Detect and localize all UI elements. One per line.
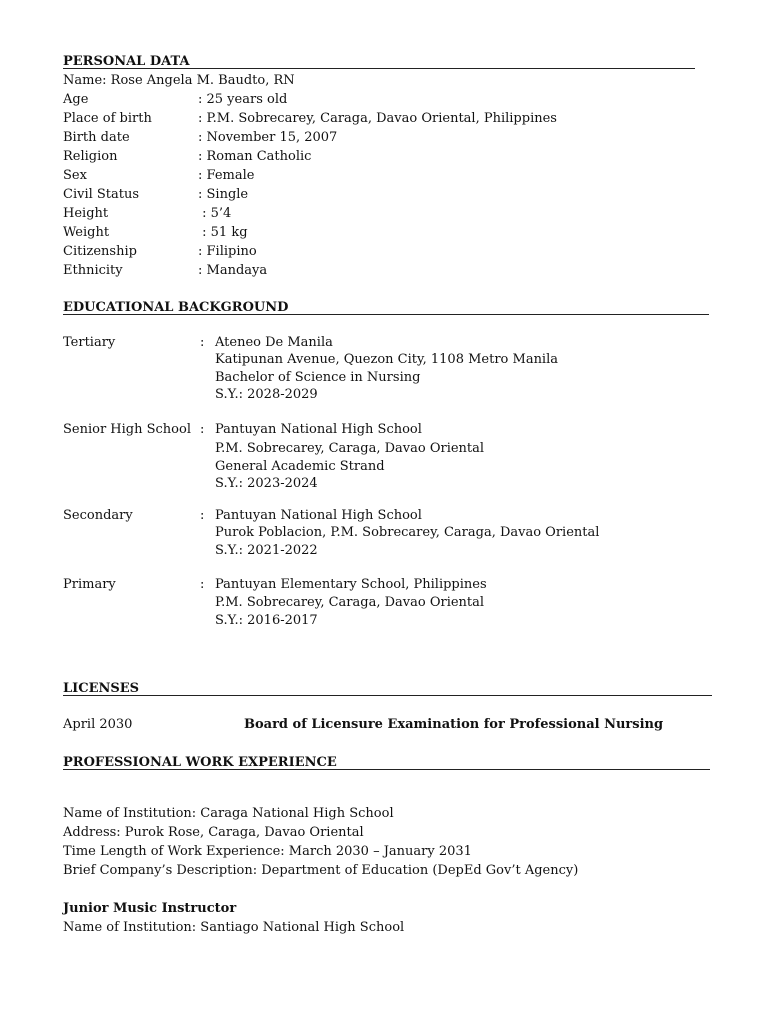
field-value-place-of-birth: : P.M. Sobrecarey, Caraga, Davao Oriental, Philippines — [198, 111, 557, 126]
personal-data-heading: PERSONAL DATA — [63, 54, 190, 69]
work-institution: Name of Institution: Caraga National High School — [63, 806, 394, 821]
field-value-ethnicity: : Mandaya — [198, 263, 268, 278]
edu-tertiary-year: S.Y.: 2028-2029 — [215, 387, 318, 402]
edu-level-tertiary: Tertiary — [63, 335, 116, 350]
section-rule — [63, 769, 710, 770]
field-value-religion: : Roman Catholic — [198, 149, 312, 164]
edu-tertiary-program: Bachelor of Science in Nursing — [215, 370, 421, 385]
edu-colon: : — [200, 422, 205, 437]
field-label-height: Height — [63, 206, 109, 221]
edu-secondary-address: Purok Poblacion, P.M. Sobrecarey, Caraga, Davao Oriental — [215, 525, 600, 540]
section-rule — [63, 314, 709, 315]
licenses-heading: LICENSES — [63, 681, 140, 696]
field-label-religion: Religion — [63, 149, 118, 164]
edu-shs-address: P.M. Sobrecarey, Caraga, Davao Oriental — [215, 441, 485, 456]
section-rule — [63, 695, 712, 696]
name-line: Name: Rose Angela M. Baudto, RN — [63, 73, 295, 88]
education-heading: EDUCATIONAL BACKGROUND — [63, 300, 289, 315]
field-value-weight: : 51 kg — [198, 225, 248, 240]
edu-shs-strand: General Academic Strand — [215, 459, 385, 474]
field-label-weight: Weight — [63, 225, 110, 240]
edu-shs-school: Pantuyan National High School — [215, 422, 422, 437]
work-position-title: Junior Music Instructor — [63, 901, 237, 916]
field-label-ethnicity: Ethnicity — [63, 263, 123, 278]
edu-primary-address: P.M. Sobrecarey, Caraga, Davao Oriental — [215, 595, 485, 610]
edu-tertiary-address: Katipunan Avenue, Quezon City, 1108 Metro Manila — [215, 352, 559, 367]
field-value-birth-date: : November 15, 2007 — [198, 130, 338, 145]
license-title: Board of Licensure Examination for Professional Nursing — [244, 717, 664, 732]
work-company-description: Brief Company’s Description: Department of Education (DepEd Gov’t Agency) — [63, 863, 579, 878]
edu-shs-year: S.Y.: 2023-2024 — [215, 476, 318, 491]
field-label-birth-date: Birth date — [63, 130, 130, 145]
field-label-civil-status: Civil Status — [63, 187, 140, 202]
work-heading: PROFESSIONAL WORK EXPERIENCE — [63, 755, 337, 770]
field-label-age: Age — [63, 92, 89, 107]
field-value-age: : 25 years old — [198, 92, 288, 107]
section-rule — [63, 68, 695, 69]
edu-primary-year: S.Y.: 2016-2017 — [215, 613, 318, 628]
license-date: April 2030 — [63, 717, 133, 732]
work-address: Address: Purok Rose, Caraga, Davao Oriental — [63, 825, 364, 840]
field-value-citizenship: : Filipino — [198, 244, 257, 259]
edu-colon: : — [200, 335, 205, 350]
field-label-place-of-birth: Place of birth — [63, 111, 152, 126]
field-label-citizenship: Citizenship — [63, 244, 137, 259]
edu-level-senior-high: Senior High School — [63, 422, 191, 437]
field-value-height: : 5’4 — [198, 206, 232, 221]
edu-level-primary: Primary — [63, 577, 116, 592]
edu-primary-school: Pantuyan Elementary School, Philippines — [215, 577, 487, 592]
field-label-sex: Sex — [63, 168, 87, 183]
edu-colon: : — [200, 508, 205, 523]
edu-tertiary-school: Ateneo De Manila — [215, 335, 333, 350]
field-value-sex: : Female — [198, 168, 255, 183]
work-time-length: Time Length of Work Experience: March 2030 – January 2031 — [63, 844, 472, 859]
edu-secondary-school: Pantuyan National High School — [215, 508, 422, 523]
edu-level-secondary: Secondary — [63, 508, 133, 523]
edu-secondary-year: S.Y.: 2021-2022 — [215, 543, 318, 558]
edu-colon: : — [200, 577, 205, 592]
work-institution-2: Name of Institution: Santiago National High School — [63, 920, 405, 935]
field-value-civil-status: : Single — [198, 187, 249, 202]
